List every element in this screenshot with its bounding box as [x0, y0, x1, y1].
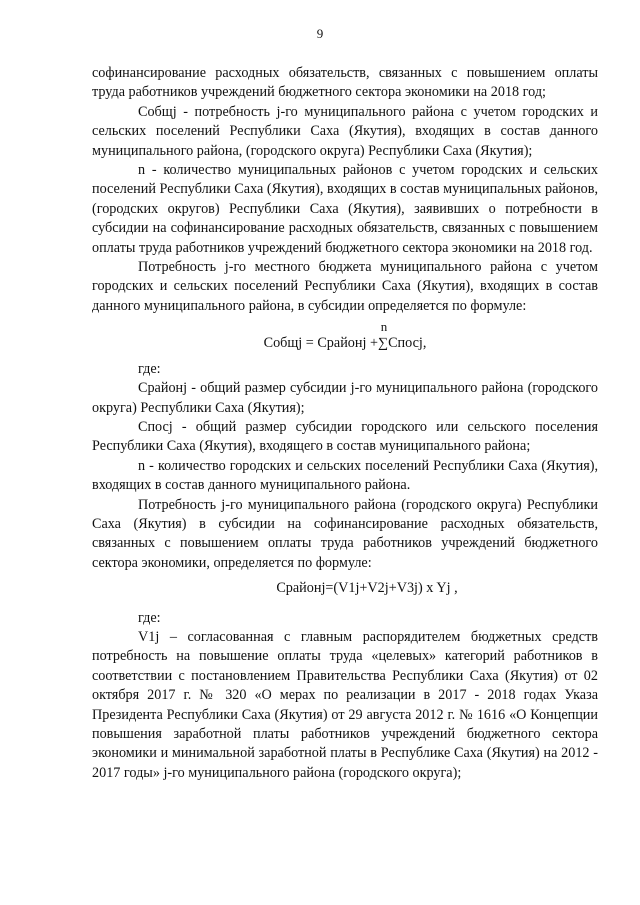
formula-total-need-text: Собщj = Срайонj +∑Спосj, — [263, 335, 427, 352]
formula-sum-upper-limit: n — [380, 319, 388, 335]
paragraph-srayon-definition: Срайонj - общий размер субсидии j-го муниципального района (городского округа) Республики Саха (Якутия); — [92, 380, 598, 416]
page-number: 9 — [316, 26, 324, 41]
where-label: где: — [138, 360, 161, 377]
paragraph-cofinancing: софинансирование расходных обязательств, связанных с повышением оплаты труда работников учреждений бюджетного сектора экономики на 2018 год; — [92, 65, 598, 101]
paragraph-spos-definition: Спосj - общий размер субсидии городского или сельского поселения Республики Саха (Якутия), входящего в состав муниципального района; — [92, 418, 598, 455]
formula-district-subsidy: Срайонj=(V1j+V2j+V3j) x Yj , — [276, 580, 458, 597]
where-label-2: где: — [138, 609, 161, 626]
paragraph-v1j-definition: V1j – согласованная с главным распорядителем бюджетных средств потребность на повышение оплаты труда «целевых» категорий работников в соответствии с постановлением Правительства Республики Саха (Якутия) от 02 октября 2017 г. № 320 «О мерах по реализации в 2017 - 2018 годах Указа Президента Республики Саха (Якутия) от 29 августа 2012 г. № 1616 «О Концепции повышения заработной платы работников учреждений бюджетного сектора экономики и минимальной заработной платы в Республике Саха (Якутия) на 2012 - 2017 годы» j-го муниципального района (городского округа); — [92, 628, 598, 781]
paragraph-district-need-intro: Потребность j-го местного бюджета муниципального района с учетом городских и сельских поселений Республики Саха (Якутия), входящих в состав данного муниципального района, в субсидии определяется по формуле: — [92, 259, 598, 314]
paragraph-n-settlements-definition: n - количество городских и сельских поселений Республики Саха (Якутия), входящих в состав данного муниципального района. — [92, 457, 598, 494]
paragraph-sobsh-definition: Собщj - потребность j-го муниципального района с учетом городских и сельских поселений Республики Саха (Якутия), входящих в состав данного муниципального района, (городского округа) Республики Саха (Якутия); — [92, 103, 598, 159]
paragraph-n-districts-definition: n - количество муниципальных районов с учетом городских и сельских поселений Республики Саха (Якутия), входящих в состав муниципальных районов, (городских округов) Республики Саха (Якутия), заявивших о потребности в субсидии на софинансирование расходных обязательств, связанных с повышением оплаты труда работников учреждений бюджетного сектора экономики на 2018 год. — [92, 162, 598, 256]
formula-total-need — [92, 320, 598, 353]
paragraph-srayon-need-intro: Потребность j-го муниципального района (городского округа) Республики Саха (Якутия) в субсидии на софинансирование расходных обязательств, связанных с повышением оплаты труда работников учреждений бюджетного сектора экономики, определяется по формуле: — [92, 496, 598, 571]
document-body — [92, 64, 598, 783]
